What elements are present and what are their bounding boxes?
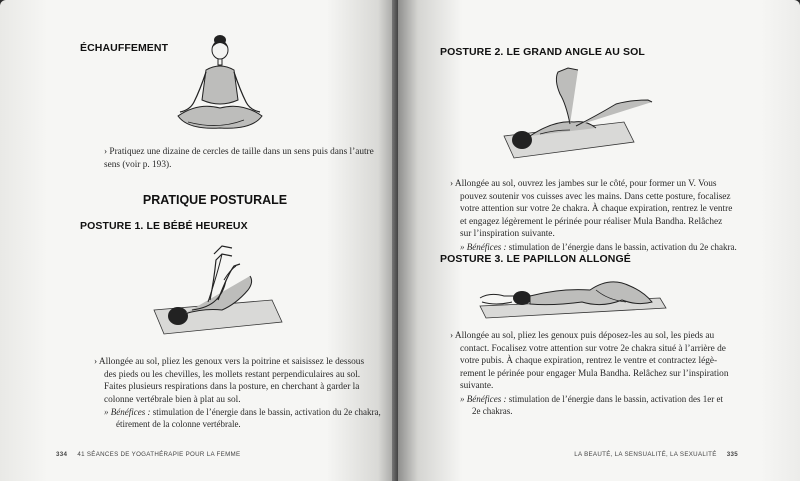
posture-2-line-1: › Allongée au sol, ouvrez les jambes sur le côté, pour former un V. Vous — [450, 179, 717, 189]
posture-2-benefits — [450, 241, 780, 253]
benefits-label: » Bénéfices : — [460, 393, 507, 404]
posture-1-line-2: des pieds ou les chevilles, les mollets restant perpendiculaires au sol. — [104, 369, 361, 380]
posture-1-title: POSTURE 1. LE BÉBÉ HEUREUX — [80, 220, 248, 232]
posture-3-text — [450, 330, 780, 417]
page-number-left: 334 — [56, 451, 68, 458]
benefits-text-2: étirement de la colonne vertébrale. — [116, 419, 241, 430]
posture-3-line-4: rement le périnée pour engager Mula Bandha. Relâchez sur l’inspiration — [460, 368, 729, 379]
posture-3-line-1: › Allongée au sol, pliez les genoux puis déposez-les au sol, les pieds au — [450, 331, 715, 341]
posture-1-benefits — [94, 406, 384, 418]
wide-angle-illustration — [500, 62, 660, 162]
left-page — [0, 0, 398, 481]
posture-2-title: POSTURE 2. LE GRAND ANGLE AU SOL — [440, 46, 645, 58]
reclined-butterfly-illustration — [476, 270, 676, 320]
warmup-text-line-1: › Pratiquez une dizaine de cercles de taille dans un sens puis dans l’autre — [104, 147, 374, 157]
benefits-text-1: stimulation de l’énergie dans le bassin, activation du 2e chakra, — [152, 407, 381, 418]
warmup-text — [104, 146, 374, 171]
benefits-label: » Bénéfices : — [460, 241, 507, 252]
posture-3-benefits — [450, 393, 780, 405]
posture-1-line-3: Faites plusieurs respirations dans la posture, en cherchant à garder la — [104, 382, 360, 393]
happy-baby-illustration — [148, 240, 288, 340]
posture-2-line-4: et engagez légèrement le périnée pour réaliser Mula Bandha. Relâchez — [460, 216, 723, 227]
posture-3-line-5: suivante. — [460, 381, 494, 392]
posture-2-line-2: pouvez soutenir vos cuisses avec les mains. Dans cette posture, focalisez — [460, 191, 731, 202]
posture-1-text — [94, 356, 384, 430]
warmup-title: ÉCHAUFFEMENT — [80, 42, 169, 54]
posture-3-line-3: votre pubis. À chaque expiration, rentrez le ventre et contractez légè- — [460, 356, 718, 367]
benefits-text-1: stimulation de l’énergie dans le bassin, activation du 2e chakra. — [508, 241, 737, 252]
section-title: PRATIQUE POSTURALE — [142, 193, 288, 207]
right-footer — [574, 451, 738, 458]
posture-2-line-5: sur l’inspiration suivante. — [460, 229, 555, 240]
warmup-text-line-2: sens (voir p. 193). — [104, 159, 172, 170]
benefits-label: » Bénéfices : — [104, 407, 151, 418]
posture-2-text — [450, 178, 780, 253]
posture-1-line-4: colonne vertébrale bien à plat au sol. — [104, 394, 241, 405]
running-title-left: 41 SÉANCES DE YOGATHÉRAPIE POUR LA FEMME — [77, 451, 241, 458]
posture-3-line-2: contact. Focalisez votre attention sur votre 2e chakra situé à l’arrière de — [460, 343, 726, 354]
page-number-right: 335 — [726, 451, 738, 458]
benefits-text-1: stimulation de l’énergie dans le bassin, activation des 1er et — [508, 393, 724, 404]
seated-cross-legged-illustration — [168, 30, 263, 142]
posture-3-title: POSTURE 3. LE PAPILLON ALLONGÉ — [440, 253, 631, 265]
benefits-text-2: 2e chakras. — [472, 405, 513, 416]
posture-1-line-1: › Allongée au sol, pliez les genoux vers la poitrine et saisissez le dessous — [94, 357, 365, 367]
posture-2-line-3: votre attention sur votre 2e chakra. À chaque expiration, rentrez le ventre — [460, 204, 733, 215]
left-footer — [56, 451, 240, 458]
running-title-right: LA BEAUTÉ, LA SENSUALITÉ, LA SEXUALITÉ — [574, 451, 717, 458]
right-page — [398, 0, 800, 481]
